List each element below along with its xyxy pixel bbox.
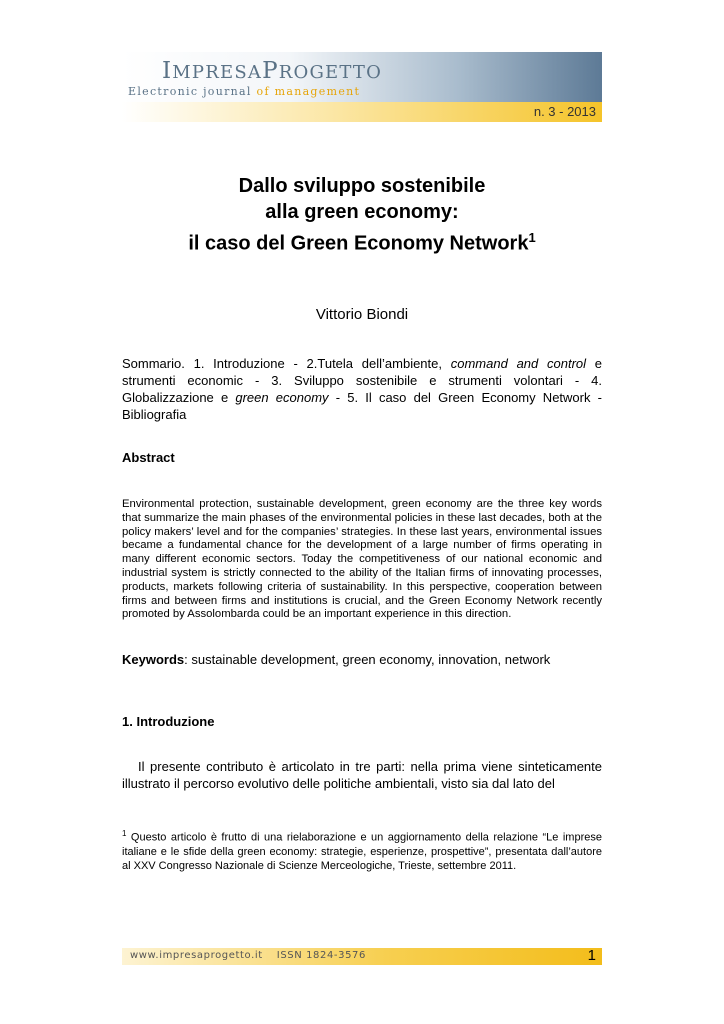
- title-line-2: alla green economy:: [265, 201, 459, 223]
- journal-header-banner: [122, 52, 602, 102]
- issue-bar: [122, 102, 602, 122]
- footer-issn: ISSN 1824-3576: [276, 950, 366, 961]
- journal-subtitle: Electronic journal of management: [128, 85, 361, 98]
- footer-bar: [122, 948, 602, 965]
- page-number: 1: [587, 947, 596, 964]
- keywords: [122, 652, 602, 667]
- issue-number: n. 3 - 2013: [533, 104, 596, 119]
- keywords-value: : sustainable development, green economy, innovation, network: [184, 652, 551, 667]
- title-line-3: il caso del Green Economy Network: [188, 232, 529, 255]
- footnote: [122, 827, 602, 873]
- intro-paragraph: Il presente contributo è articolato in tre parti: nella prima viene sinteticamente illustrato il percorso evolutivo delle politiche ambientali, visto sia dal lato del: [122, 759, 602, 791]
- keywords-label: Keywords: [122, 652, 185, 667]
- title-footnote-mark: 1: [528, 230, 536, 245]
- title-line-1: Dallo sviluppo sostenibile: [238, 175, 486, 197]
- abstract-heading: Abstract: [122, 450, 175, 465]
- footnote-mark: 1: [122, 829, 127, 838]
- footer-info: [130, 950, 366, 961]
- journal-title: IMPRESAPROGETTO: [162, 58, 383, 84]
- summary: Sommario. 1. Introduzione - 2.Tutela dell’ambiente, command and control e strumenti economic - 3. Sviluppo sostenibile e strumenti volontari - 4. Globalizzazione e green economy - 5. Il caso del Green Economy Network - Bibliografia: [122, 356, 603, 422]
- author-name: Vittorio Biondi: [315, 306, 409, 323]
- article-title: [122, 173, 602, 257]
- footer-url: www.impresaprogetto.it: [130, 950, 263, 961]
- footnote-text: Questo articolo è frutto di una rielaborazione e un aggiornamento della relazione “Le imprese italiane e le sfide della green economy: strategie, esperienze, prospettive”, presentata dall’autore al XXV Congresso Nazionale di Scienze Merceologiche, Trieste, settembre 2011.: [122, 831, 602, 872]
- section-heading-introduzione: 1. Introduzione: [122, 714, 215, 729]
- abstract-body: Environmental protection, sustainable development, green economy are the three key words that summarize the main phases of the environmental policies in these last decades, both at the policy makers’ level and for the companies’ strategies. In these last years, environmental issues became a fundamental chance for the development of a large number of firms operating in many different economic sectors. Today the competitiveness of our national economic and industrial system is strictly connected to the ability of the Italian firms of innovating processes, products, markets following criteria of sustainability. In this perspective, cooperation between firms and between firms and institutions is crucial, and the Green Economy Network recently promoted by Assolombarda could be an important experience in this direction.: [122, 498, 602, 621]
